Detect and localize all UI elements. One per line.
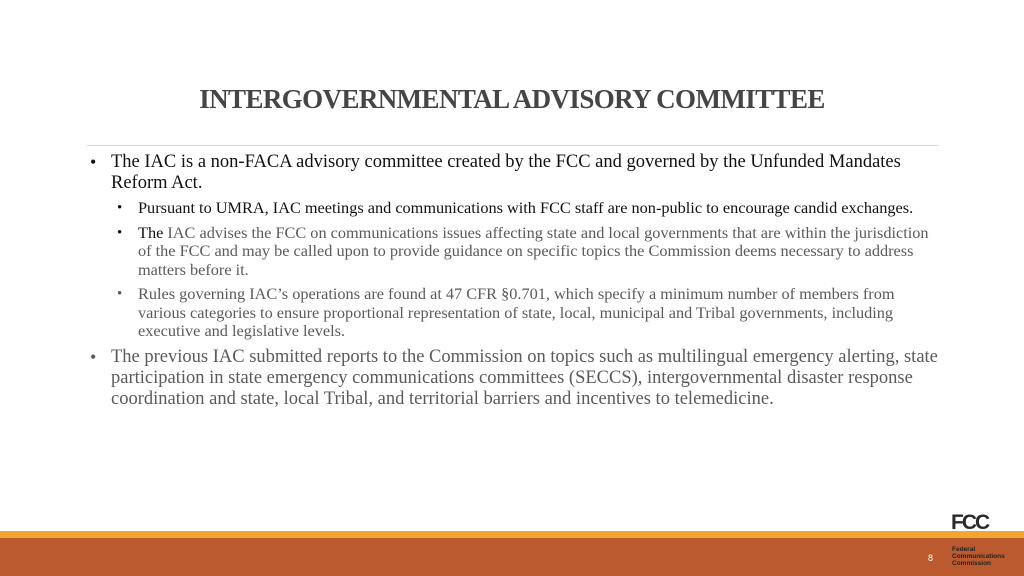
bullet-list	[88, 152, 938, 415]
bullet-text: Rules governing IAC’s operations are found at 47 CFR §0.701, which specify a minimum number of members from various categories to ensure proportional representation of state, local, municipal and Tribal governments, including executive and legislative levels.	[138, 284, 895, 340]
page-number: 8	[928, 553, 934, 563]
title-divider	[87, 145, 938, 146]
footer-accent-bar	[0, 531, 1024, 538]
bullet-item	[88, 347, 938, 410]
fcc-logo-text: Federal Communications Commission	[952, 546, 1005, 567]
bullet-text: IAC advises the FCC on communications issues affecting state and local governments that are within the jurisdiction of the FCC and may be called upon to provide guidance on specific topics the Commission deems necessary to address matters before it.	[138, 222, 929, 279]
bullet-icon: •	[90, 346, 97, 367]
slide-title: INTERGOVERNMENTAL ADVISORY COMMITTEE	[199, 84, 825, 114]
bullet-text: The IAC is a non-FACA advisory committee created by the FCC and governed by the Unfunded Mandates Reform Act.	[111, 152, 901, 193]
sub-bullet-item	[117, 285, 938, 341]
bullet-text: The previous IAC submitted reports to the Commission on topics such as multilingual emergency alerting, state participation in state emergency communications committees (SECCS), intergovernmental disaster response coordination and state, local Tribal, and territorial barriers and incentives to telemedicine.	[111, 346, 938, 409]
fcc-logo	[946, 511, 1018, 573]
bullet-text: Pursuant to UMRA, IAC meetings and communications with FCC staff are non-public to encourage candid exchanges.	[138, 198, 914, 217]
bullet-item	[88, 152, 938, 194]
sub-bullet-item	[117, 224, 938, 280]
footer-bar	[0, 538, 1024, 576]
bullet-icon: •	[90, 152, 97, 172]
fcc-logo-icon: FCC	[951, 511, 989, 534]
bullet-lead-text: The	[138, 222, 164, 242]
bullet-icon: •	[117, 286, 123, 302]
sub-bullet-item	[117, 199, 938, 218]
bullet-icon: •	[117, 200, 123, 216]
bullet-icon: •	[117, 224, 123, 241]
